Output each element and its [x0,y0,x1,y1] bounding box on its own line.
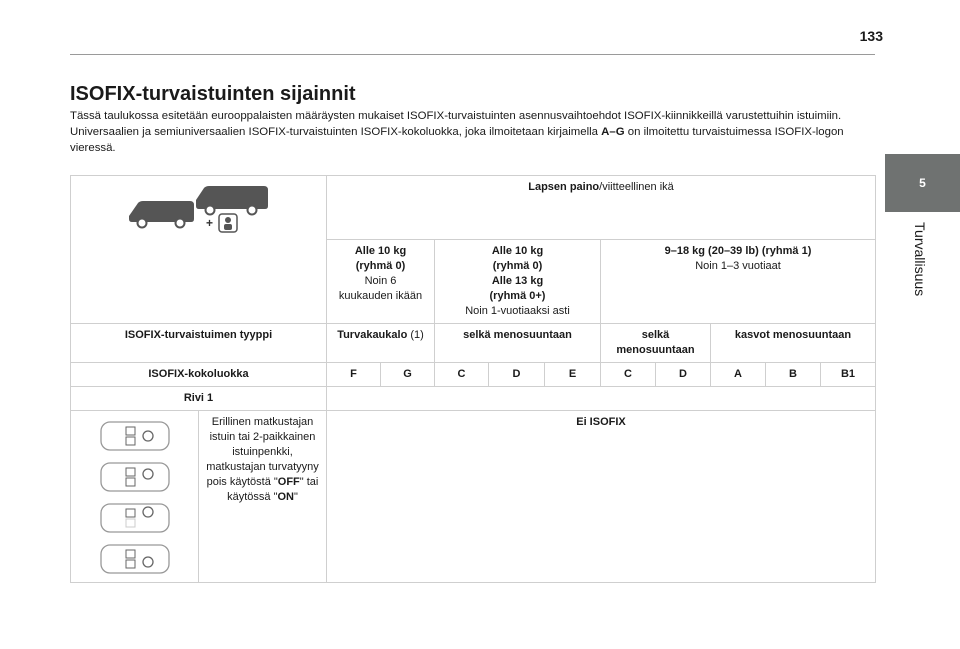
size-cell: G [381,363,435,387]
seat-diagram-cell [71,411,199,583]
size-cell: F [327,363,381,387]
row-1-spacer [327,387,876,411]
intro-text [70,108,875,156]
size-cell: B1 [821,363,876,387]
seat-result: Ei ISOFIX [327,411,876,583]
svg-text:+: + [205,216,213,230]
group-carrycot: Alle 10 kg (ryhmä 0) Noin 6 kuukauden ikään [327,240,435,324]
type-forward-facing: kasvot menosuuntaan [711,324,876,363]
row-1-label: Rivi 1 [71,387,327,411]
seat-layout-icon [100,503,170,533]
seat-description: Erillinen matkustajan istuin tai 2-paikkainen istuinpenkki, matkustajan turvatyyny pois käytöstä "OFF" tai käytössä "ON" [199,411,327,583]
seat-layout-icon [100,462,170,492]
chapter-tab[interactable] [885,154,960,212]
size-range: A–G [601,126,625,138]
intro-paragraph-1: Tässä taulukossa esitetään eurooppalaisten määräysten mukaiset ISOFIX-turvaistuinten asennusvaihtoehdot ISOFIX-kiinnikkeillä varustettuihin istuimiin. [70,110,842,122]
van-icon [124,182,274,234]
vehicle-icons-cell [71,176,327,324]
page-number: 133 [859,28,883,44]
size-label: ISOFIX-kokoluokka [71,363,327,387]
page-title: ISOFIX-turvaistuinten sijainnit [70,83,356,105]
group-0-plus: Alle 10 kg (ryhmä 0) Alle 13 kg (ryhmä 0+) Noin 1-vuotiaaksi asti [435,240,601,324]
intro-paragraph-2b: on ilmoitettu turvaistuimessa ISOFIX-logon vieressä. [70,126,844,154]
weight-header: Lapsen paino/viitteellinen ikä [327,176,876,240]
size-cell: C [601,363,656,387]
type-rear-facing: selkä menosuuntaan [435,324,601,363]
seat-layout-icon [100,421,170,451]
size-cell: A [711,363,766,387]
isofix-table [70,175,876,583]
type-rear-facing-2: selkä menosuuntaan [601,324,711,363]
seat-layout-icon [100,544,170,574]
header-rule [70,54,875,55]
size-cell: C [435,363,489,387]
size-cell: B [766,363,821,387]
size-cell: E [545,363,601,387]
type-label: ISOFIX-turvaistuimen tyyppi [71,324,327,363]
size-cell: D [656,363,711,387]
intro-paragraph-2a: Universaalien ja semiuniversaalien ISOFIX-turvaistuinten ISOFIX-kokoluokka, joka ilmoitetaan kirjaimella [70,126,602,138]
group-1: 9–18 kg (20–39 lb) (ryhmä 1) Noin 1–3 vuotiaat [601,240,876,324]
size-cell: D [489,363,545,387]
chapter-number: 5 [919,176,926,190]
chapter-label: Turvallisuus [912,222,928,297]
type-carrycot: Turvakaukalo (1) [327,324,435,363]
